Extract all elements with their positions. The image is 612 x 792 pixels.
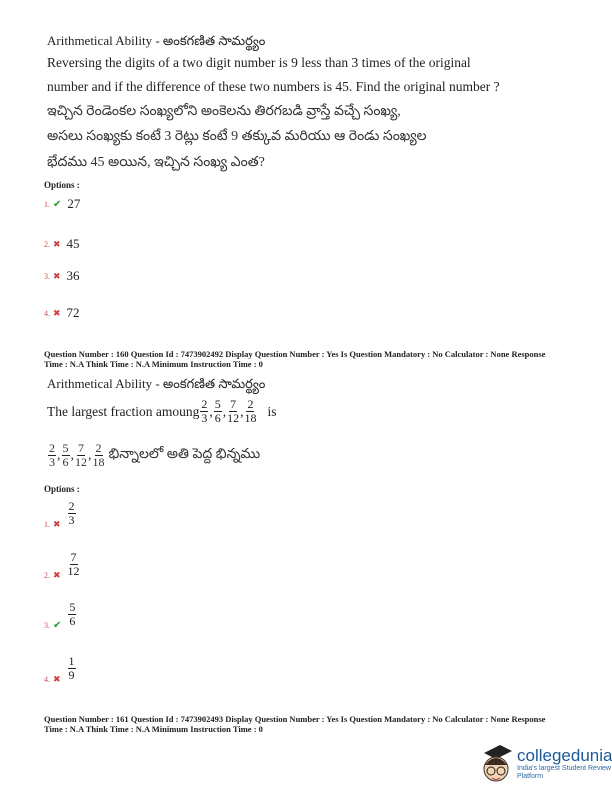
option-3 [44,268,80,284]
option-4 [44,652,77,685]
question-telugu-line: ఇచ్చిన రెండెంకల సంఖ్యలోని అంకెలను తిరగబడి వ్రాస్తే వచ్చే సంఖ్య, [47,104,401,119]
cross-icon: ✖ [53,519,61,529]
options-label: Options : [44,180,80,190]
fraction: $\frac{2}{3}$ [49,441,55,469]
question-prefix: The largest fraction amoung [47,403,200,419]
collegedunia-logo [480,743,612,785]
meta-line: Time : N.A Think Time : N.A Minimum Instruction Time : 0 [44,724,263,734]
cross-icon: ✖ [53,270,61,281]
mascot-icon [480,743,514,785]
subject-heading: Arithmetical Ability - అంకగణిత సామర్థ్యం [47,33,266,48]
option-1 [44,497,77,530]
option-number: 3. [44,271,50,281]
cross-icon: ✖ [53,674,61,684]
option-4 [44,305,80,321]
option-fraction: $\frac{7}{12}$ [67,550,80,578]
fraction: $\frac{7}{12}$ [75,441,87,469]
cross-icon: ✖ [53,238,61,249]
option-number: 2. [44,571,50,580]
option-value: 45 [66,236,80,251]
option-number: 3. [44,621,50,630]
fraction: $\frac{2}{18}$ [92,441,105,469]
option-number: 4. [44,675,50,684]
question-text: The largest fraction amoung $\frac{2}{3}$ , $\frac{5}{6}$ , $\frac{7}{12}$ , $\frac{2}{18}$ is [47,397,277,425]
option-value: 36 [66,268,80,283]
check-icon: ✔ [53,620,62,631]
option-number: 1. [44,199,50,209]
option-fraction: $\frac{1}{9}$ [68,654,75,682]
option-2 [44,236,80,252]
cross-icon: ✖ [53,570,61,580]
question-text-line: number and if the difference of these two numbers is 45. Find the original number ? [47,79,500,94]
check-icon: ✔ [53,198,62,210]
question-meta [44,349,584,369]
option-value: 72 [66,305,80,320]
question-meta [44,714,584,734]
option-2 [44,548,81,581]
option-number: 4. [44,308,50,318]
fraction: $\frac{5}{6}$ [62,441,69,469]
logo-name: collegedunia [517,746,612,765]
option-number: 1. [44,520,50,529]
option-1 [44,196,80,212]
option-3 [44,598,77,631]
meta-line: Question Number : 160 Question Id : 7473902492 Display Question Number : Yes Is Question Mandatory : No Calculator : None Response [44,349,546,359]
question-suffix: is [267,403,277,419]
meta-line: Question Number : 161 Question Id : 7473902493 Display Question Number : Yes Is Question Mandatory : No Calculator : None Response [44,714,546,724]
logo-tagline: India's largest Student Review Platform [517,765,611,780]
option-value: 27 [67,196,81,211]
question-telugu-line: అసలు సంఖ్యకు కంటే 3 రెట్లు కంటే 9 తక్కువ మరియు ఆ రెండు సంఖ్యల [47,129,427,144]
option-number: 2. [44,239,50,249]
question-text-line: Reversing the digits of a two digit number is 9 less than 3 times of the original [47,55,471,70]
cross-icon: ✖ [53,307,61,318]
options-label: Options : [44,484,80,494]
option-fraction: $\frac{5}{6}$ [69,600,76,628]
fraction: $\frac{5}{6}$ [214,397,221,425]
subject-heading: Arithmetical Ability - అంకగణిత సామర్థ్యం [47,376,266,391]
meta-line: Time : N.A Think Time : N.A Minimum Instruction Time : 0 [44,359,263,369]
option-fraction: $\frac{2}{3}$ [68,499,75,527]
fraction: $\frac{2}{18}$ [244,397,257,425]
question-telugu-line: భేదము 45 అయిన, ఇచ్చిన సంఖ్య ఎంత? [47,155,265,170]
telugu-suffix: భిన్నాలలో అతి పెద్ద భిన్నము [108,447,261,462]
fraction: $\frac{2}{3}$ [201,397,208,425]
fraction: $\frac{7}{12}$ [227,397,240,425]
question-telugu: $\frac{2}{3}$ , $\frac{5}{6}$ , $\frac{7}{12}$ , $\frac{2}{18}$ భిన్నాలలో అతి పెద్ద భిన్నము [49,441,261,469]
